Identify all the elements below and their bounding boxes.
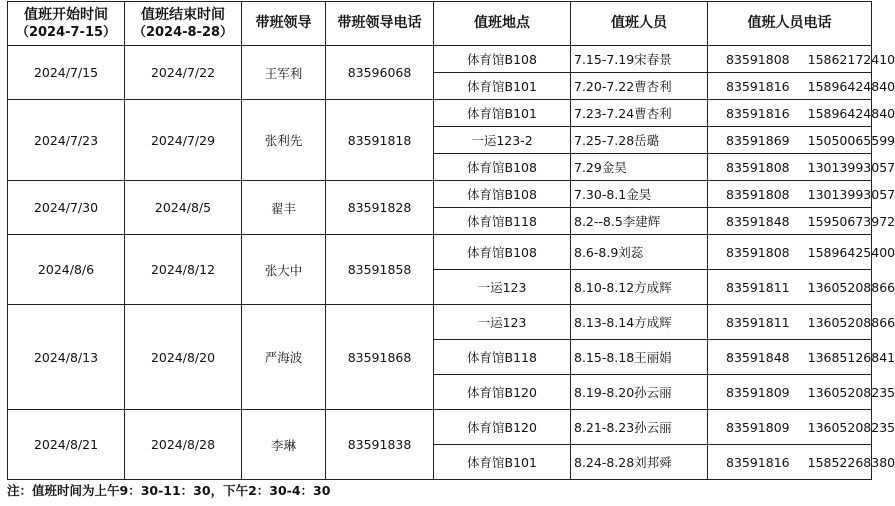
staff-cell: 8.6-8.9刘蕊 bbox=[571, 235, 708, 270]
leader-cell: 李琳 bbox=[242, 410, 326, 480]
leader-cell: 翟丰 bbox=[242, 181, 326, 235]
header-staff-phone: 值班人员电话 bbox=[708, 2, 872, 46]
staff-phone-cell bbox=[708, 208, 895, 235]
office-phone: 83591809 bbox=[726, 419, 790, 435]
staff-cell: 8.10-8.12方成辉 bbox=[571, 270, 708, 305]
location-cell: 体育馆B108 bbox=[434, 235, 571, 270]
staff-phone-cell bbox=[708, 127, 895, 154]
end-date-cell: 2024/7/22 bbox=[125, 46, 242, 100]
staff-cell: 7.25-7.28岳璐 bbox=[571, 127, 708, 154]
leader-cell: 张大中 bbox=[242, 235, 326, 305]
staff-phone-cell bbox=[708, 375, 895, 410]
office-phone: 83591848 bbox=[726, 349, 790, 365]
header-leader: 带班领导 bbox=[242, 2, 326, 46]
leader-cell: 张利先 bbox=[242, 100, 326, 181]
office-phone: 83591816 bbox=[726, 105, 790, 121]
staff-cell: 8.13-8.14方成辉 bbox=[571, 305, 708, 340]
header-start-time bbox=[8, 2, 125, 46]
location-cell: 体育馆B108 bbox=[434, 46, 571, 73]
duty-hours-note: 注：值班时间为上午9：30-11：30，下午2：30-4：30 bbox=[7, 483, 331, 498]
leader-phone-cell: 83596068 bbox=[326, 46, 434, 100]
staff-cell: 7.30-8.1金昊 bbox=[571, 181, 708, 208]
start-date-cell: 2024/7/30 bbox=[8, 181, 125, 235]
staff-phone-cell bbox=[708, 340, 895, 375]
office-phone: 83591808 bbox=[726, 51, 790, 67]
staff-phone-cell bbox=[708, 235, 895, 270]
table-row bbox=[8, 100, 872, 127]
mobile-phone: 13605208866 bbox=[807, 279, 895, 295]
location-cell: 体育馆B108 bbox=[434, 181, 571, 208]
staff-phone-cell bbox=[708, 305, 895, 340]
mobile-phone: 15950673972 bbox=[807, 213, 895, 229]
staff-cell: 7.15-7.19宋春景 bbox=[571, 46, 708, 73]
leader-phone-cell: 83591838 bbox=[326, 410, 434, 480]
staff-phone-cell bbox=[708, 270, 895, 305]
end-date-cell: 2024/8/20 bbox=[125, 305, 242, 410]
staff-cell: 7.23-7.24曹杏利 bbox=[571, 100, 708, 127]
mobile-phone: 15896424840 bbox=[807, 78, 895, 94]
staff-phone-cell bbox=[708, 181, 895, 208]
office-phone: 83591816 bbox=[726, 78, 790, 94]
header-location: 值班地点 bbox=[434, 2, 571, 46]
staff-cell: 8.24-8.28刘邦舜 bbox=[571, 445, 708, 480]
office-phone: 83591808 bbox=[726, 159, 790, 175]
duty-schedule-table bbox=[7, 1, 895, 480]
staff-phone-cell bbox=[708, 46, 895, 73]
office-phone: 83591809 bbox=[726, 384, 790, 400]
office-phone: 83591811 bbox=[726, 279, 790, 295]
location-cell: 体育馆B120 bbox=[434, 375, 571, 410]
location-cell: 体育馆B101 bbox=[434, 445, 571, 480]
office-phone: 83591869 bbox=[726, 132, 790, 148]
staff-cell: 8.2--8.5李建辉 bbox=[571, 208, 708, 235]
staff-cell: 8.15-8.18王丽娟 bbox=[571, 340, 708, 375]
end-date-cell: 2024/7/29 bbox=[125, 100, 242, 181]
location-cell: 体育馆B101 bbox=[434, 73, 571, 100]
leader-cell: 严海波 bbox=[242, 305, 326, 410]
end-date-cell: 2024/8/12 bbox=[125, 235, 242, 305]
mobile-phone: 13685126841 bbox=[807, 349, 895, 365]
staff-phone-cell bbox=[708, 154, 895, 181]
leader-phone-cell: 83591828 bbox=[326, 181, 434, 235]
end-date-cell: 2024/8/28 bbox=[125, 410, 242, 480]
start-date-cell: 2024/8/21 bbox=[8, 410, 125, 480]
office-phone: 83591808 bbox=[726, 186, 790, 202]
location-cell: 体育馆B118 bbox=[434, 340, 571, 375]
mobile-phone: 13013993057 bbox=[807, 159, 895, 175]
location-cell: 体育馆B108 bbox=[434, 154, 571, 181]
mobile-phone: 15852268380 bbox=[807, 454, 895, 470]
staff-cell: 7.20-7.22曹杏利 bbox=[571, 73, 708, 100]
staff-phone-cell bbox=[708, 100, 895, 127]
mobile-phone: 15896425400 bbox=[807, 244, 895, 260]
leader-phone-cell: 83591818 bbox=[326, 100, 434, 181]
location-cell: 体育馆B118 bbox=[434, 208, 571, 235]
leader-phone-cell: 83591868 bbox=[326, 305, 434, 410]
staff-phone-cell bbox=[708, 73, 895, 100]
table-row bbox=[8, 46, 872, 73]
header-end-time bbox=[125, 2, 242, 46]
header-end-range: （2024-8-28） bbox=[132, 24, 234, 40]
end-date-cell: 2024/8/5 bbox=[125, 181, 242, 235]
mobile-phone: 13605208235 bbox=[807, 384, 895, 400]
mobile-phone: 15862172410 bbox=[807, 51, 895, 67]
table-row bbox=[8, 235, 872, 270]
staff-cell: 8.19-8.20孙云丽 bbox=[571, 375, 708, 410]
staff-cell: 8.21-8.23孙云丽 bbox=[571, 410, 708, 445]
office-phone: 83591848 bbox=[726, 213, 790, 229]
header-leader-phone: 带班领导电话 bbox=[326, 2, 434, 46]
leader-cell: 王军利 bbox=[242, 46, 326, 100]
header-row bbox=[8, 2, 872, 46]
office-phone: 83591808 bbox=[726, 244, 790, 260]
location-cell: 一运123 bbox=[434, 270, 571, 305]
table-row bbox=[8, 305, 872, 340]
start-date-cell: 2024/8/13 bbox=[8, 305, 125, 410]
location-cell: 体育馆B120 bbox=[434, 410, 571, 445]
staff-cell: 7.29金昊 bbox=[571, 154, 708, 181]
leader-phone-cell: 83591858 bbox=[326, 235, 434, 305]
location-cell: 体育馆B101 bbox=[434, 100, 571, 127]
header-start-range: （2024-7-15） bbox=[15, 24, 117, 40]
start-date-cell: 2024/7/23 bbox=[8, 100, 125, 181]
mobile-phone: 15896424840 bbox=[807, 105, 895, 121]
table-row bbox=[8, 181, 872, 208]
office-phone: 83591816 bbox=[726, 454, 790, 470]
staff-phone-cell bbox=[708, 445, 895, 480]
mobile-phone: 13013993057 bbox=[807, 186, 895, 202]
mobile-phone: 13605208866 bbox=[807, 314, 895, 330]
header-staff: 值班人员 bbox=[571, 2, 708, 46]
schedule-body bbox=[8, 46, 895, 480]
mobile-phone: 15050065599 bbox=[807, 132, 895, 148]
start-date-cell: 2024/8/6 bbox=[8, 235, 125, 305]
mobile-phone: 13605208235 bbox=[807, 419, 895, 435]
table-row bbox=[8, 410, 872, 445]
location-cell: 一运123 bbox=[434, 305, 571, 340]
header-end-label: 值班结束时间 bbox=[141, 6, 225, 23]
header-start-label: 值班开始时间 bbox=[24, 6, 108, 23]
office-phone: 83591811 bbox=[726, 314, 790, 330]
location-cell: 一运123-2 bbox=[434, 127, 571, 154]
start-date-cell: 2024/7/15 bbox=[8, 46, 125, 100]
staff-phone-cell bbox=[708, 410, 895, 445]
